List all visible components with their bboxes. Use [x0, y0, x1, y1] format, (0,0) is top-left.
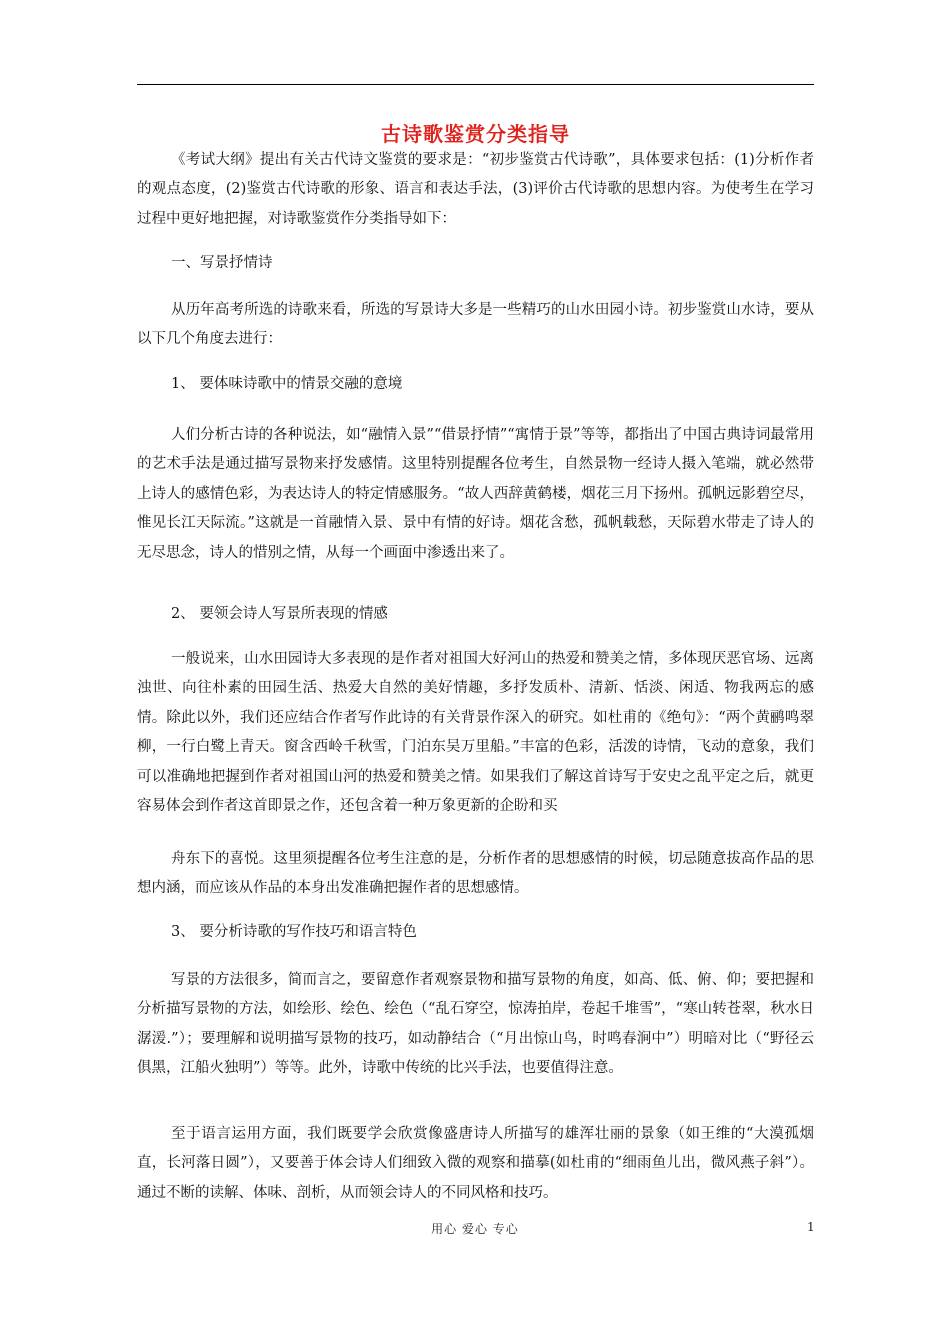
point-2-paragraph-2: 舟东下的喜悦。这里须提醒各位考生注意的是，分析作者的思想感情的时候，切忌随意拔高作品的思想内涵，而应该从作品的本身出发准确把握作者的思想感情。	[137, 851, 814, 897]
point-heading-1: 1、 要体味诗歌中的情景交融的意境	[171, 376, 403, 392]
point-heading-2: 2、 要领会诗人写景所表现的情感	[171, 606, 388, 622]
point-3-paragraph-1: 写景的方法很多，简而言之，要留意作者观察景物和描写景物的角度，如高、低、俯、仰；要把握和分析描写景物的方法，如绘形、绘色、绘色（“乱石穿空，惊涛拍岸，卷起千堆雪”，“寒山转苍翠，秋水日潺湲.”）；要理解和说明描写景物的技巧，如动静结合（“月出惊山鸟，时鸣春涧中”）明暗对比（“野径云俱黑，江船火独明”）等等。此外，诗歌中传统的比兴手法，也要值得注意。	[137, 972, 814, 1077]
footer-text: 用心 爱心 专心	[431, 1222, 519, 1236]
point-3-paragraph-2: 至于语言运用方面，我们既要学会欣赏像盛唐诗人所描写的雄浑壮丽的景象（如王维的“大漠孤烟直，长河落日圆”），又要善于体会诗人们细致入微的观察和描摹(如杜甫的“细雨鱼儿出，微风燕子斜”）。通过不断的读解、体味、剖析，从而领会诗人的不同风格和技巧。	[137, 1126, 814, 1201]
page-number: 1	[807, 1220, 815, 1234]
header-rule	[137, 84, 814, 85]
page-title: 古诗歌鉴赏分类指导	[381, 122, 570, 146]
section-intro-paragraph: 从历年高考所选的诗歌来看，所选的写景诗大多是一些精巧的山水田园小诗。初步鉴赏山水诗，要从以下几个角度去进行：	[137, 302, 814, 348]
section-heading: 一、写景抒情诗	[171, 255, 273, 271]
point-2-paragraph-1: 一般说来，山水田园诗大多表现的是作者对祖国大好河山的热爱和赞美之情，多体现厌恶官场、远离浊世、向往朴素的田园生活、热爱大自然的美好情趣，多抒发质朴、清新、恬淡、闲适、物我两忘的感情。除此以外，我们还应结合作者写作此诗的有关背景作深入的研究。如杜甫的《绝句》：“两个黄鹂鸣翠柳，一行白鹭上青天。窗含西岭千秋雪，门泊东吴万里船。”丰富的色彩，活泼的诗情，飞动的意象，我们可以准确地把握到作者对祖国山河的热爱和赞美之情。如果我们了解这首诗写于安史之乱平定之后，就更容易体会到作者这首即景之作，还包含着一种万象更新的企盼和买	[137, 651, 814, 815]
point-heading-3: 3、 要分析诗歌的写作技巧和语言特色	[171, 924, 417, 940]
point-1-paragraph: 人们分析古诗的各种说法，如“融情入景”“借景抒情”“寓情于景”等等，都指出了中国古典诗词最常用的艺术手法是通过描写景物来抒发感情。这里特别提醒各位考生，自然景物一经诗人摄入笔端，就必然带上诗人的感情色彩，为表达诗人的特定情感服务。“故人西辞黄鹤楼，烟花三月下扬州。孤帆远影碧空尽，惟见长江天际流。”这就是一首融情入景、景中有情的好诗。烟花含愁，孤帆载愁，天际碧水带走了诗人的无尽思念，诗人的惜别之情，从每一个画面中渗透出来了。	[137, 427, 814, 561]
intro-paragraph: 《考试大纲》提出有关古代诗文鉴赏的要求是：“初步鉴赏古代诗歌”，具体要求包括：(1)分析作者的观点态度，(2)鉴赏古代诗歌的形象、语言和表达手法，(3)评价古代诗歌的思想内容。为使考生在学习过程中更好地把握，对诗歌鉴赏作分类指导如下：	[137, 152, 814, 227]
